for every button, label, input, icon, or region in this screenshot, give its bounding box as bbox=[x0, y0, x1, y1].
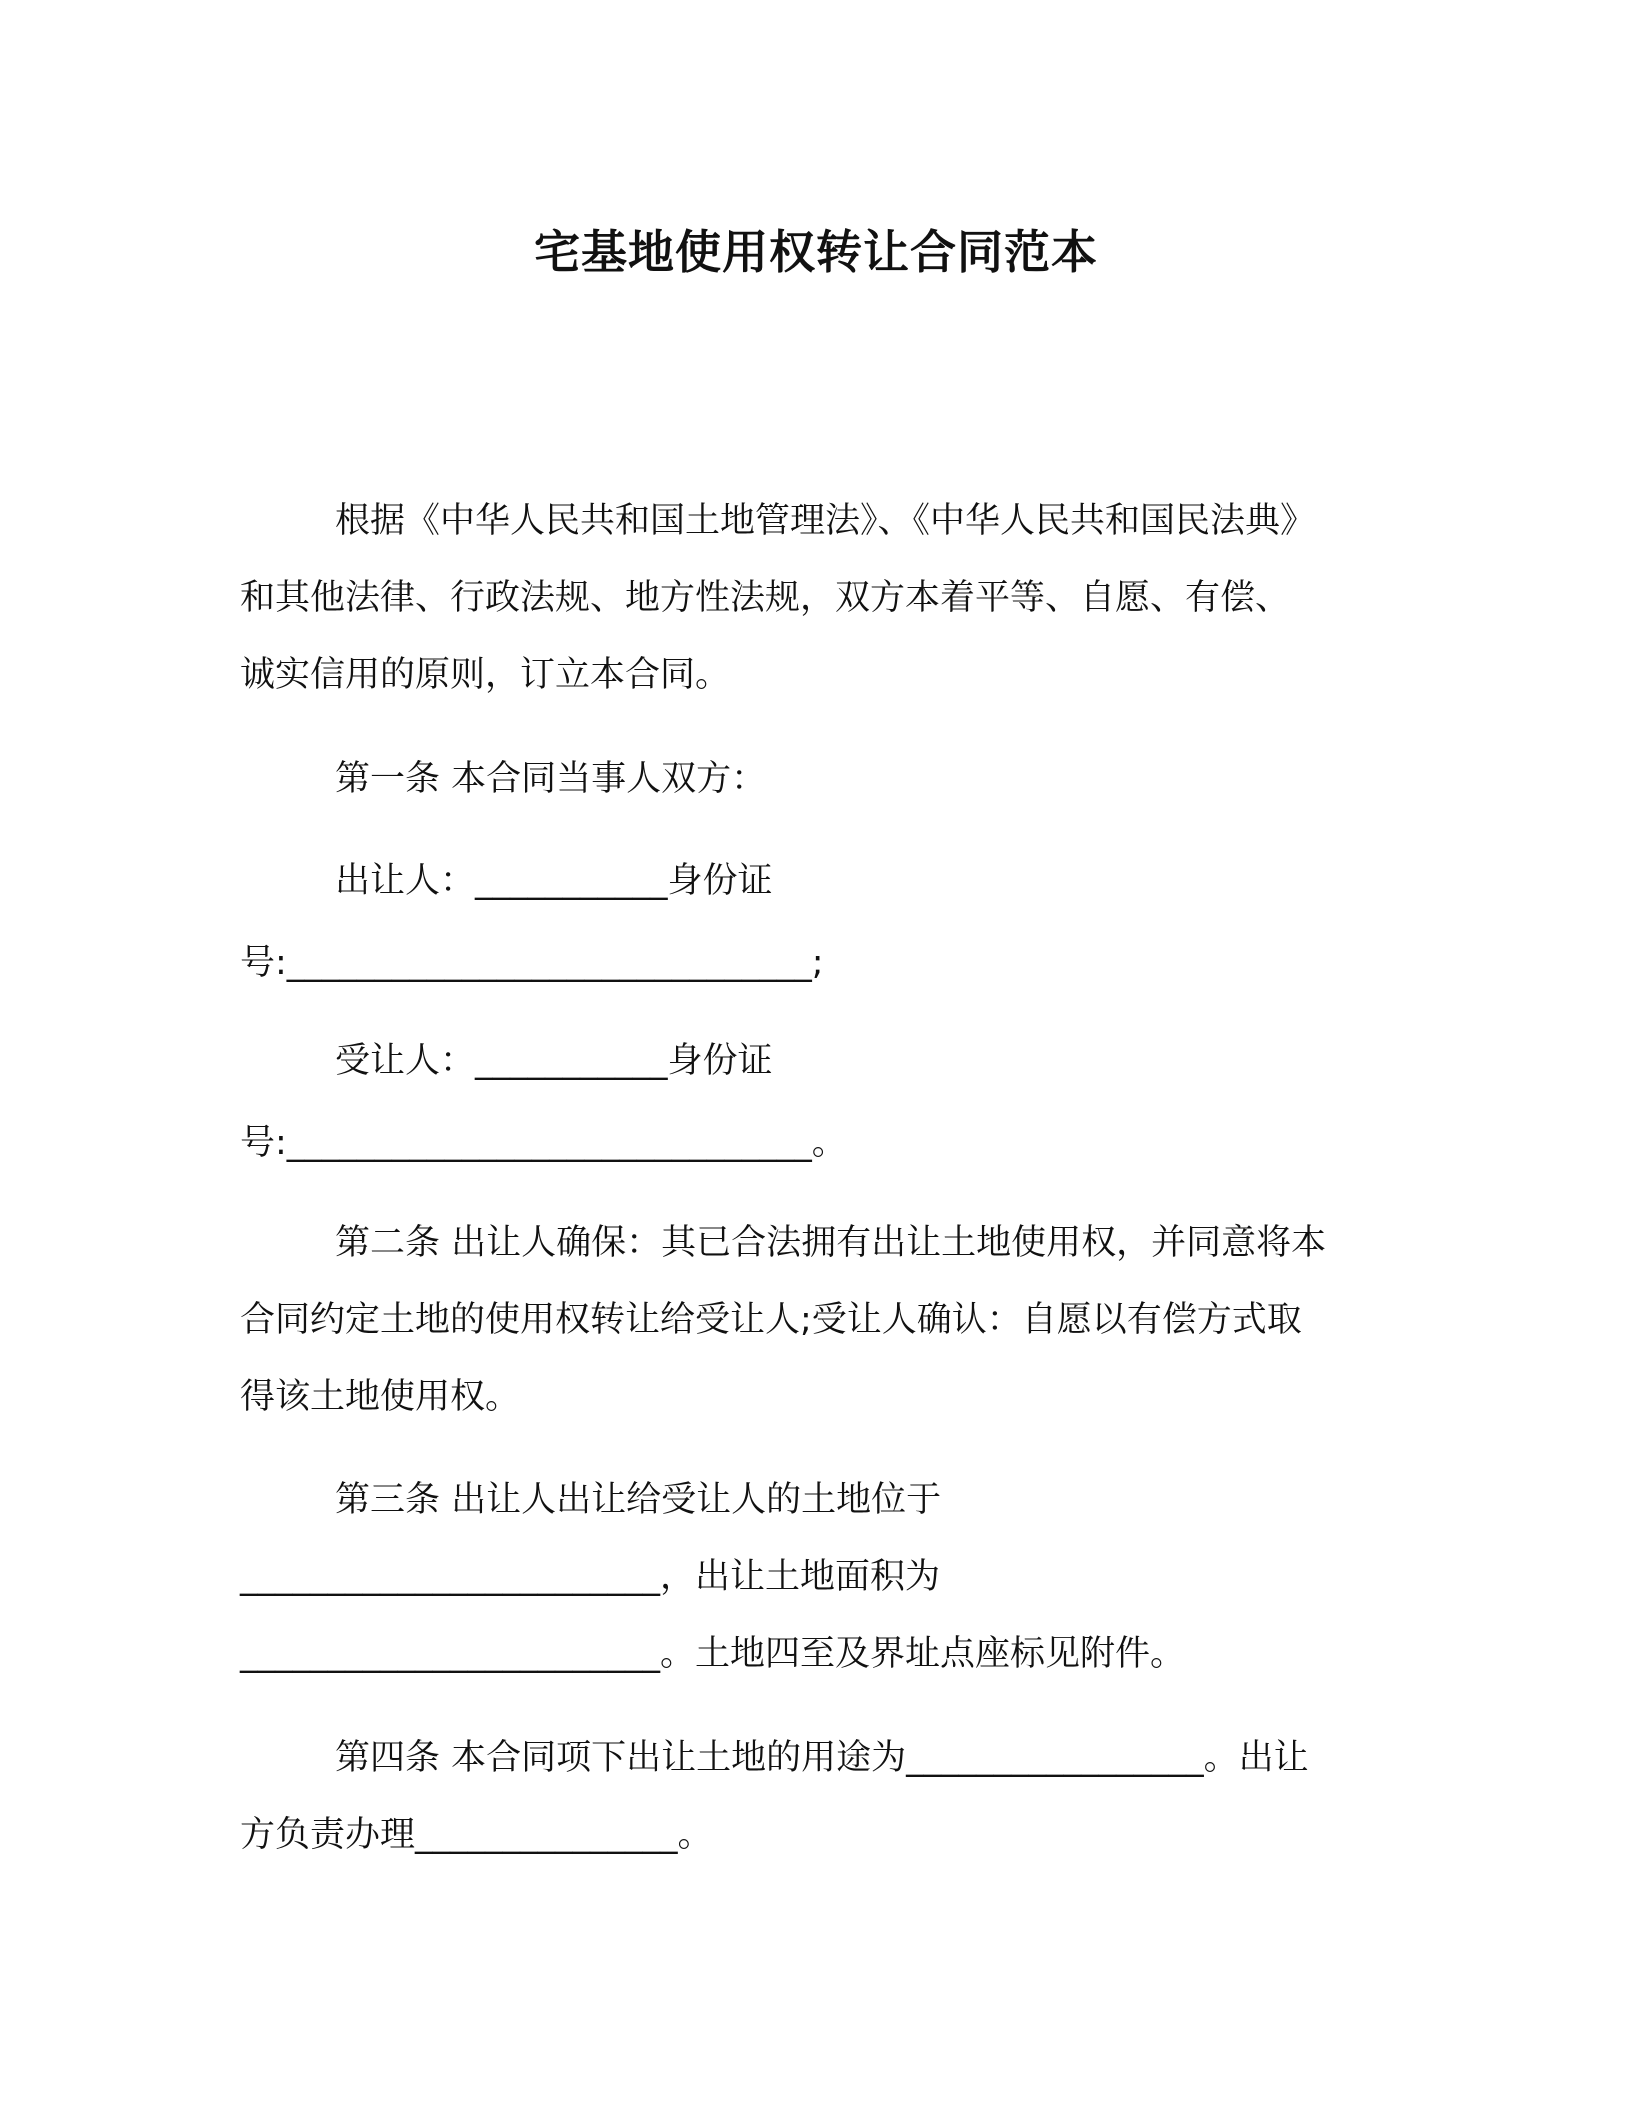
paragraph-line: ________________________。土地四至及界址点座标见附件。 bbox=[240, 1634, 1186, 1674]
paragraph-line: 第四条 本合同项下出让土地的用途为_________________。出让 bbox=[335, 1738, 1309, 1778]
paragraph-line: 第三条 出让人出让给受让人的土地位于 bbox=[335, 1480, 942, 1520]
party-line: 出让人：___________身份证 bbox=[335, 861, 773, 901]
party-line: 受让人：___________身份证 bbox=[335, 1041, 773, 1081]
article-heading: 第一条 本合同当事人双方： bbox=[335, 759, 767, 799]
paragraph-line: 根据《中华人民共和国土地管理法》、《中华人民共和国民法典》 bbox=[335, 501, 1316, 541]
paragraph-line: 方负责办理_______________。 bbox=[240, 1815, 713, 1855]
paragraph-line: 合同约定土地的使用权转让给受让人;受让人确认：自愿以有偿方式取 bbox=[240, 1300, 1302, 1340]
paragraph-line: 得该土地使用权。 bbox=[240, 1377, 521, 1417]
party-line: 号:______________________________; bbox=[240, 943, 824, 983]
document-title: 宅基地使用权转让合同范本 bbox=[534, 225, 1098, 279]
party-line: 号:______________________________。 bbox=[240, 1123, 847, 1163]
paragraph-line: 第二条 出让人确保：其已合法拥有出让土地使用权，并同意将本 bbox=[335, 1223, 1327, 1263]
paragraph-line: 诚实信用的原则，订立本合同。 bbox=[240, 655, 731, 695]
paragraph-line: 和其他法律、行政法规、地方性法规，双方本着平等、自愿、有偿、 bbox=[240, 578, 1291, 618]
paragraph-line: ________________________，出让土地面积为 bbox=[240, 1557, 941, 1597]
